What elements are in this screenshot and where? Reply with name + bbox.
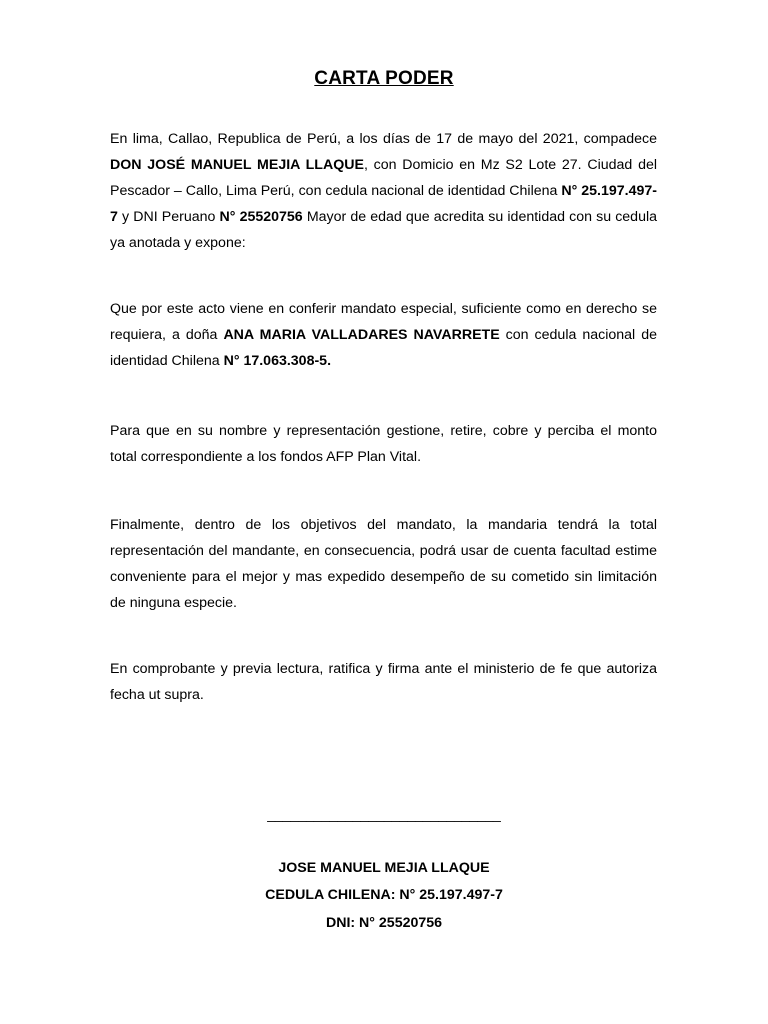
paragraph-purpose: Para que en su nombre y representación gestione, retire, cobre y perciba el monto total correspondiente a los fondos AFP Plan Vital. xyxy=(110,423,657,465)
intro-text-3: y DNI Peruano xyxy=(117,209,220,225)
document-title: CARTA PODER xyxy=(314,68,454,89)
signature-dni: DNI: N° 25520756 xyxy=(325,915,443,931)
mandate-text-2: con cedula nacional de identidad Chilena xyxy=(110,327,657,369)
paragraph-closing: En comprobante y previa lectura, ratifica y firma ante el ministerio de fe que autoriza fecha ut supra. xyxy=(110,661,657,703)
signature-name: JOSE MANUEL MEJIA LLAQUE xyxy=(278,860,490,876)
intro-text-1: En lima, Callao, Republica de Perú, a los días de 17 de mayo del 2021, compadece xyxy=(110,131,657,147)
paragraph-mandate xyxy=(110,296,657,374)
grantor-name: DON JOSÉ MANUEL MEJIA LLAQUE xyxy=(110,157,364,173)
attorney-name: ANA MARIA VALLADARES NAVARRETE xyxy=(223,327,500,343)
signature-line: ______________________________ xyxy=(267,806,501,822)
grantor-cedula: N° 25.197.497-7 xyxy=(110,183,658,225)
mandate-text-1: Que por este acto viene en conferir mandato especial, suficiente como en derecho se requiera, a doña xyxy=(110,301,657,343)
paragraph-intro xyxy=(110,126,657,256)
paragraph-scope: Finalmente, dentro de los objetivos del mandato, la mandaria tendrá la total representación del mandante, en consecuencia, podrá usar de cuenta facultad estime conveniente para el mejor y mas expedido desempeño de su cometido sin limitación de ninguna especie. xyxy=(110,517,657,611)
intro-text-4: Mayor de edad que acredita su identidad con su cedula ya anotada y expone: xyxy=(110,209,658,251)
intro-text-2: , con Domicio en Mz S2 Lote 27. Ciudad del Pescador – Callo, Lima Perú, con cedula nacional de identidad Chilena xyxy=(110,157,657,199)
grantor-dni: N° 25520756 xyxy=(219,209,303,225)
signature-cedula: CEDULA CHILENA: N° 25.197.497-7 xyxy=(265,887,503,903)
attorney-cedula: N° 17.063.308-5. xyxy=(223,353,332,369)
